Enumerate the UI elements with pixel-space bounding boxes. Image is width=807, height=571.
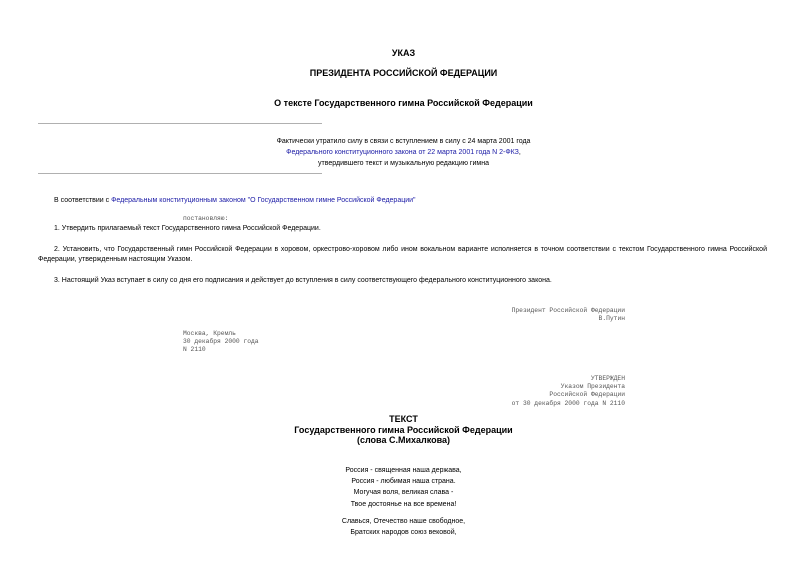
anthem-title: ТЕКСТ — [389, 414, 418, 424]
verse-line: Твое достоянье на все времена! — [350, 500, 457, 508]
document-issuer: ПРЕЗИДЕНТА РОССИЙСКОЙ ФЕДЕРАЦИИ — [309, 68, 498, 78]
place-date-block — [183, 330, 259, 355]
anthem-stanza — [0, 465, 807, 510]
approval-block — [400, 375, 625, 408]
status-note — [0, 136, 807, 169]
status-note-link-suffix: , — [518, 149, 521, 156]
approval-line: Российской Федерации — [549, 391, 625, 399]
decree-item: 1. Утвердить прилагаемый текст Государственного гимна Российской Федерации. — [54, 225, 321, 232]
verse-line: Россия - любимая наша страна. — [351, 478, 456, 486]
approval-line: от 30 декабря 2000 года N 2110 — [511, 399, 625, 407]
anthem-subtitle: Государственного гимна Российской Федерации — [294, 424, 513, 435]
status-note-link-line — [0, 147, 807, 158]
top-divider — [38, 123, 322, 124]
preamble-law-link[interactable]: Федеральным конституционным законом "О Государственном гимне Российской Федерации" — [111, 197, 416, 204]
verse-line: Славься, Отечество наше свободное, — [341, 518, 466, 525]
signature-block — [400, 307, 625, 323]
verse-line: Могучая воля, великая слава - — [353, 489, 454, 497]
place: Москва, Кремль — [183, 330, 236, 337]
preamble-text: В соответствии с — [54, 197, 112, 204]
verse-line: Братских народов союз вековой, — [350, 529, 457, 537]
preamble — [54, 196, 774, 206]
anthem-author: (слова С.Михалкова) — [356, 435, 451, 445]
signature-name: В.Путин — [598, 315, 625, 323]
decree-word: постановляю: — [183, 215, 229, 222]
approval-line: Указом Президента — [560, 383, 625, 391]
bottom-divider — [38, 173, 322, 174]
decree-item: 3. Настоящий Указ вступает в силу со дня его подписания и действует до вступления в силу соответствующего федерального конституционного закона. — [54, 277, 552, 284]
decree-item: 2. Установить, что Государственный гимн Российской Федерации в хоровом, оркестрово-хоровом либо ином вокальном варианте исполняется в точном соответствии с текстом Государственного гимна Российской Федерации, утвержденным настоящим Указом. — [38, 246, 767, 263]
status-note-line: утвердившего текст и музыкальную редакцию гимна — [318, 160, 489, 167]
anthem-heading — [0, 414, 807, 446]
anthem-stanza — [0, 516, 807, 538]
approval-line: УТВЕРЖДЕН — [590, 375, 625, 382]
date: 30 декабря 2000 года — [183, 338, 259, 346]
verse-line: Россия - священная наша держава, — [345, 467, 462, 474]
document-subject: О тексте Государственного гимна Российской Федерации — [274, 98, 533, 108]
document-title: УКАЗ — [391, 48, 416, 58]
signature-position: Президент Российской Федерации — [511, 307, 625, 314]
status-note-law-link[interactable]: Федерального конституционного закона от 22 марта 2001 года N 2-ФКЗ — [286, 149, 519, 156]
status-note-line: Фактически утратило силу в связи с вступлением в силу с 24 марта 2001 года — [276, 138, 531, 145]
decree-number: N 2110 — [183, 346, 206, 354]
